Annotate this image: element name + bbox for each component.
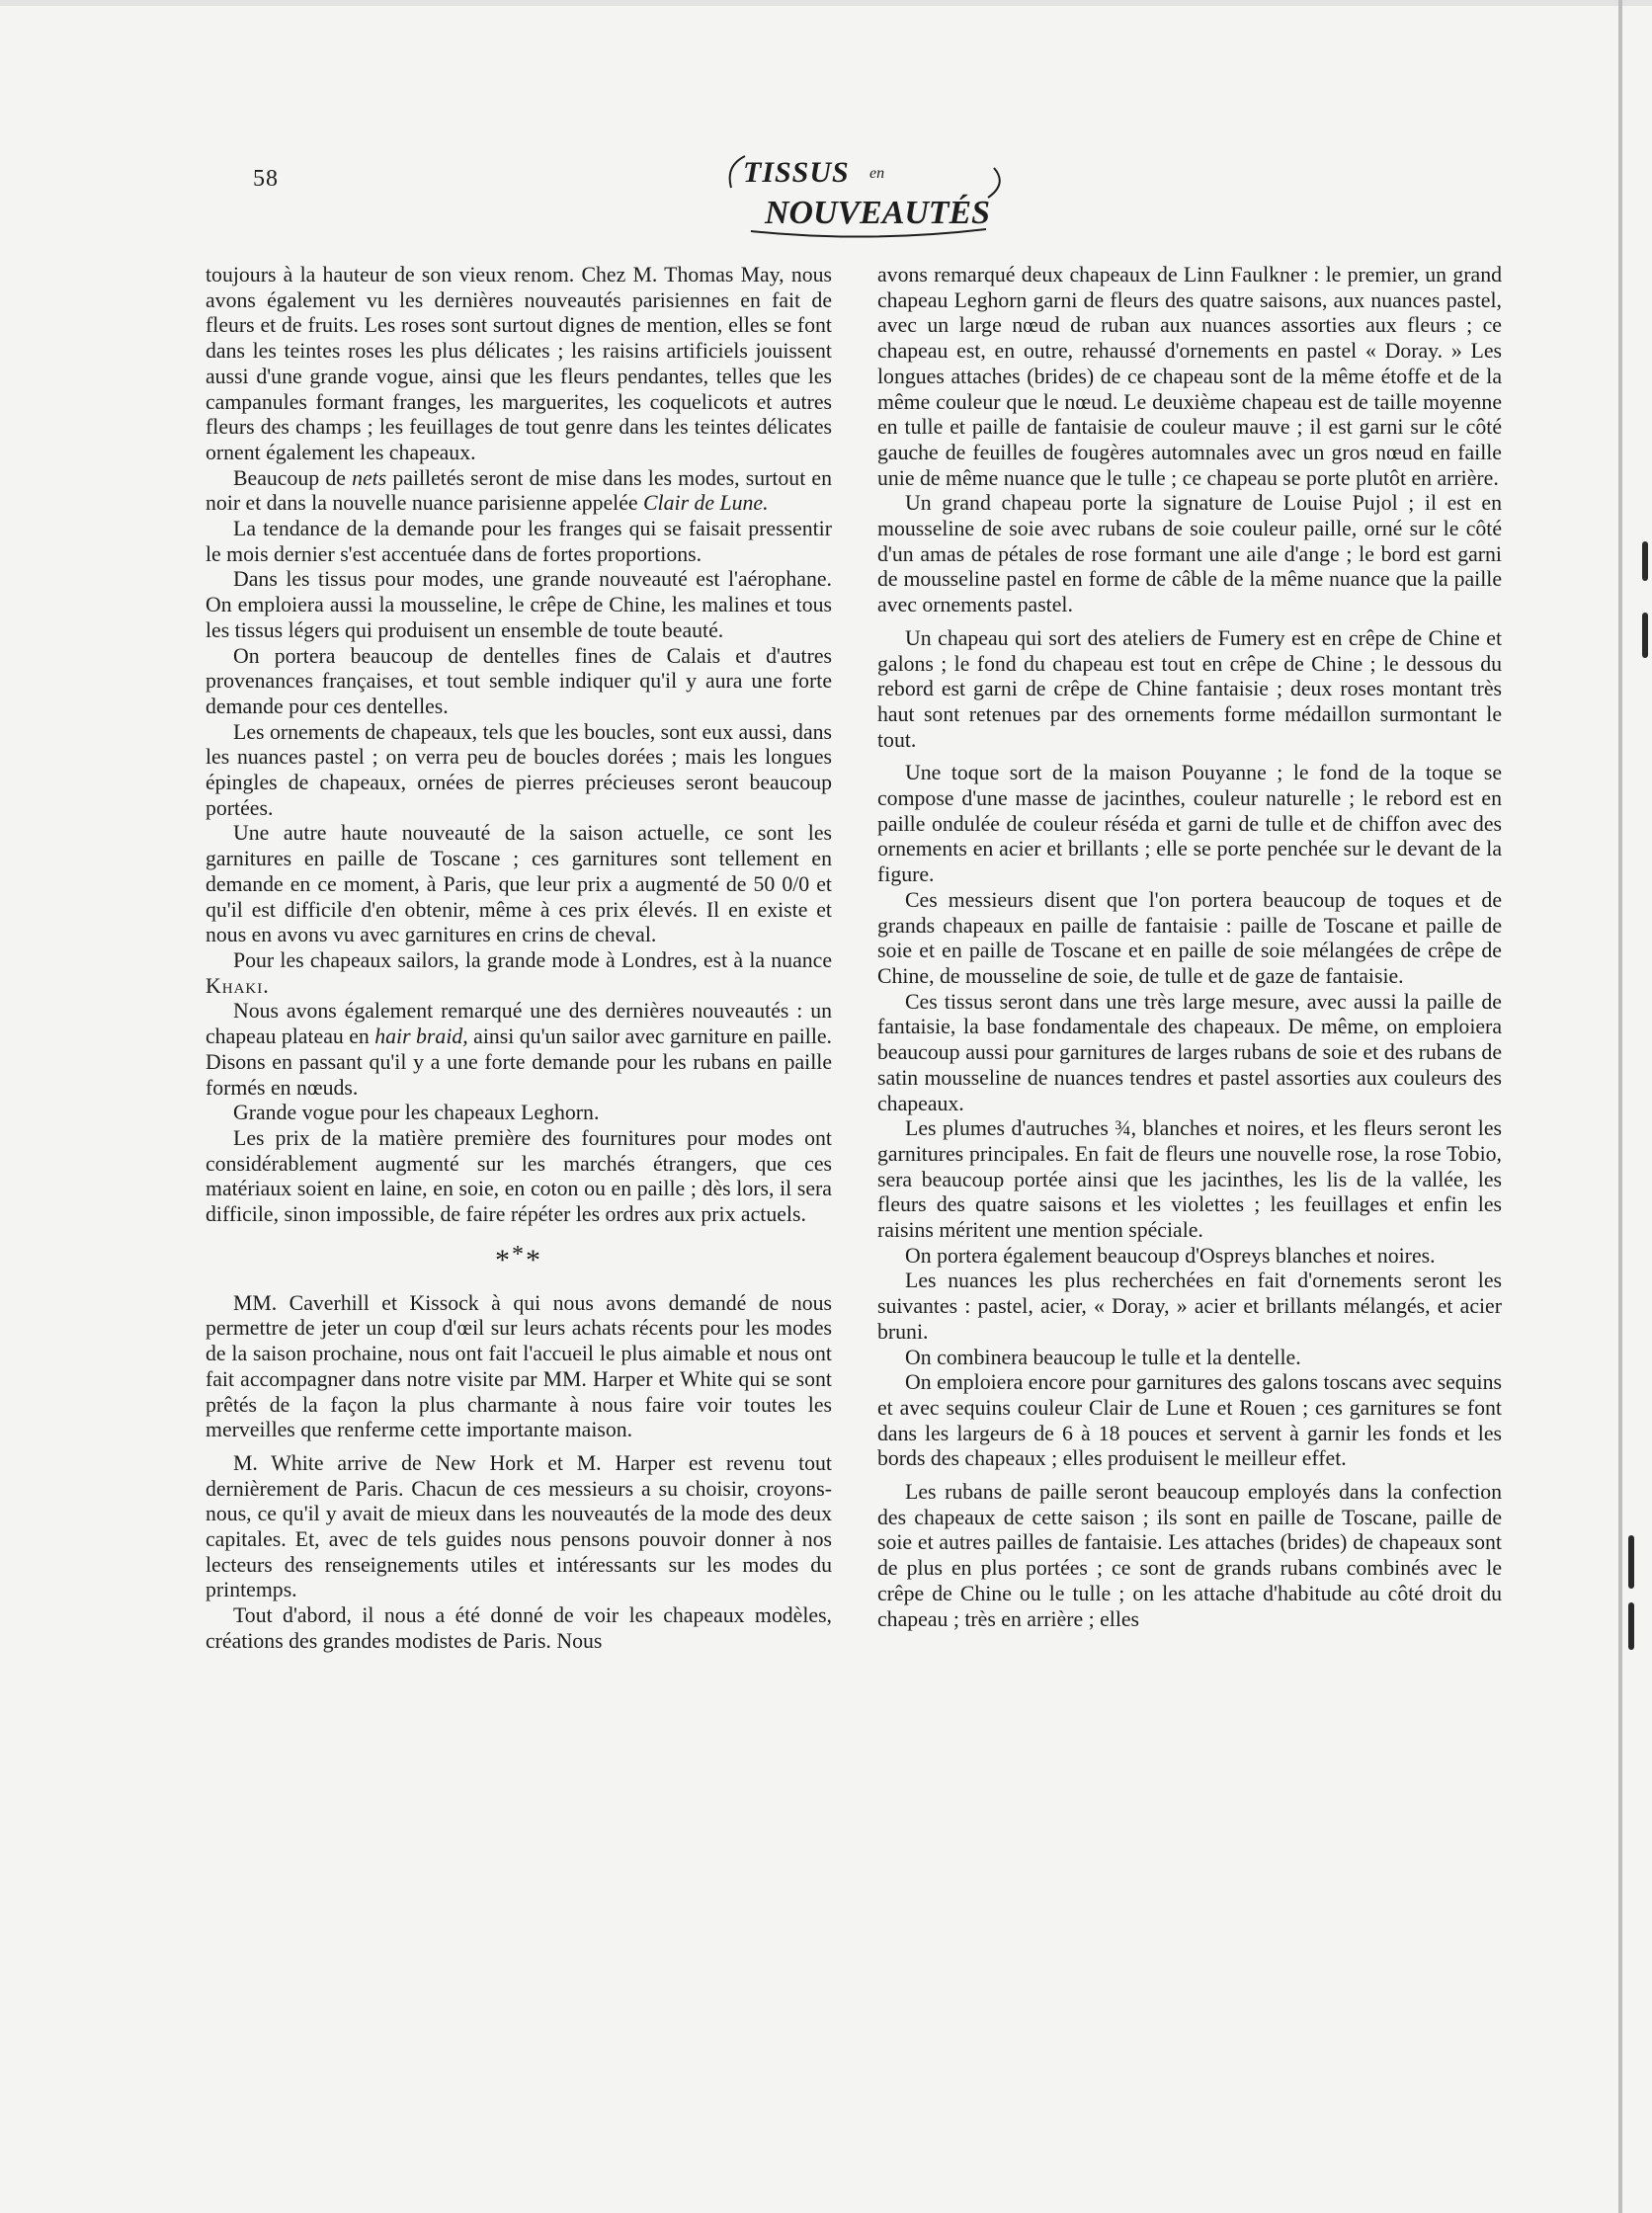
paragraph: Ces tissus seront dans une très large mesure, avec aussi la paille de fantaisie, la base fondamentale des chapeaux. De même, on emploiera beaucoup aussi pour garnitures de larges rubans de soie et des rubans de satin mousseline de nuances tendres et pastel assorties aux couleurs des chapeaux.: [877, 989, 1502, 1115]
paragraph: Les plumes d'autruches ¾, blanches et noires, et les fleurs seront les garnitures principales. En fait de fleurs une nouvelle rose, la rose Tobio, sera beaucoup portée ainsi que les jacinthes, les lis de la vallée, les fleurs des quatre saisons et les violettes ; les feuillages et enfin les raisins méritent une mention spéciale.: [877, 1116, 1502, 1243]
paragraph: Une toque sort de la maison Pouyanne ; le fond de la toque se compose d'une masse de jacinthes, couleur naturelle ; le rebord est en paille ondulée de couleur réséda et garni de tulle et de chiffon avec des ornements en acier et brillants ; elle se porte penchée sur le devant de la figure.: [877, 761, 1502, 887]
masthead-logo: [721, 148, 1008, 239]
page-top-edge: [0, 0, 1652, 6]
paragraph: La tendance de la demande pour les franges qui se faisait pressentir le mois dernier s'est accentuée dans de fortes proportions.: [206, 517, 832, 566]
paragraph: Dans les tissus pour modes, une grande nouveauté est l'aérophane. On emploiera aussi la mousseline, le crêpe de Chine, les malines et tous les tissus légers qui produisent un ensemble de toute beauté.: [206, 567, 832, 642]
right-column: [877, 263, 1502, 1632]
masthead-word-en: en: [869, 165, 885, 182]
paragraph: Nous avons également remarqué une des dernières nouveautés : un chapeau plateau en hair braid, ainsi qu'un sailor avec garniture en paille. Disons en passant qu'il y a une forte demande pour les rubans en paille formés en nœuds.: [206, 999, 833, 1100]
section-separator: ***: [495, 1241, 542, 1276]
paragraph: MM. Caverhill et Kissock à qui nous avons demandé de nous permettre de jeter un coup d'œil sur leurs achats récents pour les modes de la saison prochaine, nous ont fait l'accueil le plus aimable et nous ont fait accompagner dans notre visite par MM. Harper et White qui se sont prêtés de la façon la plus charmante à nous faire voir toutes les merveilles que renferme cette importante maison.: [206, 1290, 832, 1442]
paragraph: Un chapeau qui sort des ateliers de Fumery est en crêpe de Chine et galons ; le fond du chapeau est tout en crêpe de Chine ; le dessous du rebord est garni de crêpe de Chine fantaisie ; deux roses montant très haut sont retenues par des ornements forme médaillon surmontant le tout.: [877, 625, 1502, 752]
paragraph: Pour les chapeaux sailors, la grande mode à Londres, est à la nuance Khaki.: [206, 947, 832, 998]
paragraph: Ces messieurs disent que l'on portera beaucoup de toques et de grands chapeaux en paille de fantaisie : paille de Toscane et paille de soie et en paille de Toscane et en paille de soie mélangées de crêpe de Chine, de mousseline de soie, de tulle et de gaze de fantaisie.: [877, 887, 1502, 988]
paragraph: Un grand chapeau porte la signature de Louise Pujol ; il est en mousseline de soie avec rubans de soie couleur paille, orné sur le côté d'un amas de pétales de rose formant une aile d'ange ; le bord est garni de mousseline pastel en forme de câble de la même nuance que la paille avec ornements pastel.: [877, 491, 1502, 617]
paragraph: Grande vogue pour les chapeaux Leghorn.: [233, 1101, 600, 1125]
margin-mark: [1628, 1602, 1634, 1650]
paragraph: Les ornements de chapeaux, tels que les boucles, sont eux aussi, dans les nuances pastel ; on verra peu de boucles dorées ; mais les longues épingles de chapeaux, ornées de pierres précieuses seront beaucoup portées.: [206, 719, 832, 820]
paragraph: M. White arrive de New Hork et M. Harper est revenu tout dernièrement de Paris. Chacun de ces messieurs a su choisir, croyons-nous, ce qu'il y avait de mieux dans les nouveautés de la mode des deux capitales. Et, avec de tels guides nous pensons pouvoir donner à nos lecteurs des renseignements utiles et intéressants sur les modes du printemps.: [206, 1450, 832, 1602]
margin-mark: [1628, 1535, 1634, 1589]
paragraph: Les prix de la matière première des fournitures pour modes ont considérablement augmenté sur les marchés étrangers, que ces matériaux soient en laine, en soie, en coton ou en paille ; dès lors, il sera difficile, sinon impossible, de faire répéter les ordres aux prix actuels.: [206, 1125, 832, 1227]
paragraph: On emploiera encore pour garnitures des galons toscans avec sequins et avec sequins couleur Clair de Lune et Rouen ; ces garnitures se font dans les largeurs de 6 à 18 pouces et servent à garnir les fonds et les bords des chapeaux ; elles produisent le meilleur effet.: [877, 1370, 1502, 1471]
paragraph: toujours à la hauteur de son vieux renom. Chez M. Thomas May, nous avons également vu les dernières nouveautés parisiennes en fait de fleurs et de fruits. Les roses sont surtout dignes de mention, elles se font dans les teintes roses les plus délicates ; les raisins artificiels jouissent aussi d'une grande vogue, ainsi que les fleurs pendantes, telles que les campanules formant franges, les marguerites, les coquelicots et autres fleurs des champs ; les feuillages de tout genre dans les teintes délicates ornent également les chapeaux.: [206, 263, 832, 464]
paragraph: Une autre haute nouveauté de la saison actuelle, ce sont les garnitures en paille de Toscane ; ces garnitures sont tellement en demande en ce moment, à Paris, que leur prix a augmenté de 50 0/0 et qu'il est difficile d'en obtenir, même à ces prix élevés. Il en existe et nous en avons vu avec garnitures en crins de cheval.: [206, 821, 832, 947]
paragraph: On portera beaucoup de dentelles fines de Calais et d'autres provenances françaises, et tout semble indiquer qu'il y aura une forte demande pour ces dentelles.: [206, 643, 832, 718]
left-column: [206, 263, 832, 1655]
paragraph: Les nuances les plus recherchées en fait d'ornements seront les suivantes : pastel, acier, « Doray, » acier et brillants mélangés, et acier bruni.: [877, 1269, 1502, 1344]
paragraph: Les rubans de paille seront beaucoup employés dans la confection des chapeaux de cette saison ; ils sont en paille de Toscane, paille de soie et autres pailles de fantaisie. Les attaches (brides) de chapeaux sont de plus en plus portées ; ce sont de grands rubans combinés avec le crêpe de Chine ou le tulle ; on les attache d'habitude au côté droit du chapeau ; très en arrière ; elles: [877, 1480, 1502, 1631]
paragraph: Beaucoup de nets pailletés seront de mise dans les modes, surtout en noir et dans la nouvelle nuance parisienne appelée Clair de Lune.: [206, 465, 832, 516]
page-number: 58: [253, 166, 279, 192]
margin-mark: [1642, 541, 1648, 581]
paragraph: On portera également beaucoup d'Ospreys blanches et noires.: [905, 1243, 1436, 1268]
masthead-word-nouveautes: NOUVEAUTÉS: [764, 195, 990, 231]
page-right-edge: [1618, 0, 1622, 2213]
margin-mark: [1642, 613, 1648, 658]
paragraph: avons remarqué deux chapeaux de Linn Faulkner : le premier, un grand chapeau Leghorn garni de fleurs des quatre saisons, aux nuances pastel, avec un large nœud de ruban aux nuances assorties aux fleurs ; ce chapeau est, en outre, rehaussé d'ornements en pastel « Doray. » Les longues attaches (brides) de ce chapeau sont de la même étoffe et de la même couleur que le nœud. Le deuxième chapeau est de taille moyenne en tulle et paille de fantaisie de couleur mauve ; il est garni sur le côté gauche de feuilles de fougères automnales avec un gros nœud en faille unie de même nuance que le tulle ; ce chapeau se porte plutôt en arrière.: [877, 263, 1502, 490]
masthead-word-tissus: TISSUS: [743, 156, 850, 189]
paragraph: Tout d'abord, il nous a été donné de voir les chapeaux modèles, créations des grandes modistes de Paris. Nous: [206, 1603, 832, 1653]
paragraph: On combinera beaucoup le tulle et la dentelle.: [905, 1345, 1301, 1369]
